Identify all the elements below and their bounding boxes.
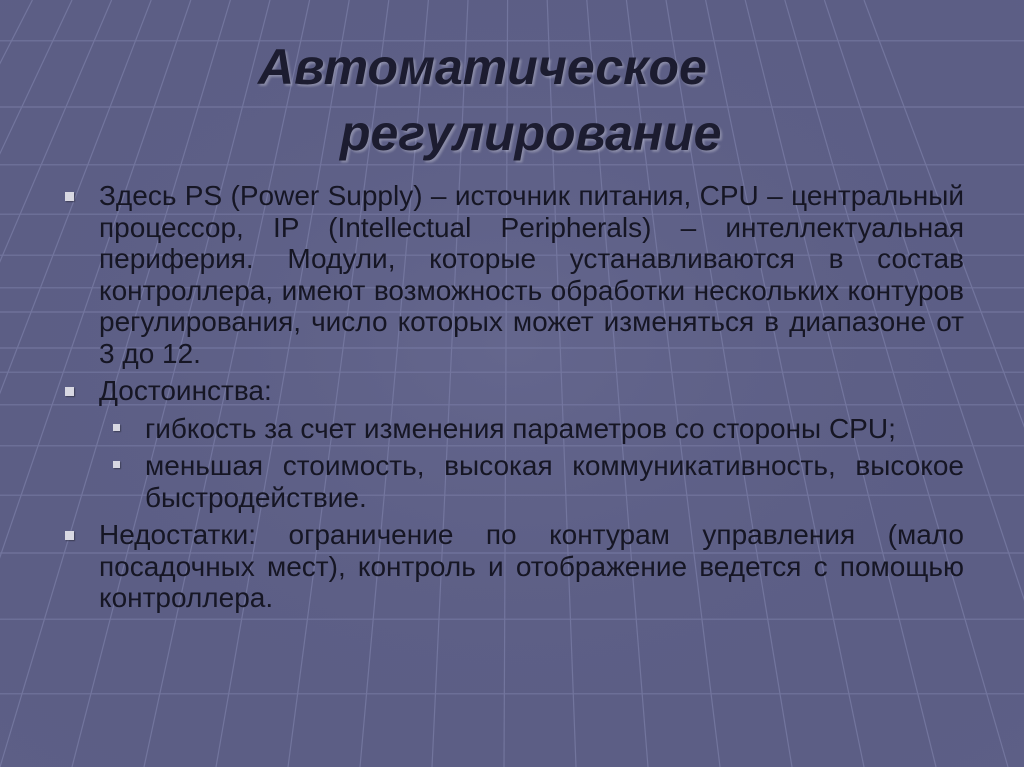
bullet-item-advantages bbox=[62, 375, 964, 407]
square-bullet-icon bbox=[65, 387, 74, 396]
bullet-text: Недостатки: ограничение по контурам управления (мало посадочных мест), контроль и отображение ведется с помощью контроллера. bbox=[99, 519, 964, 613]
square-bullet-icon bbox=[113, 424, 120, 431]
bullet-item-disadvantages bbox=[62, 519, 964, 614]
bullet-text: Достоинства: bbox=[99, 375, 272, 406]
bullet-text: гибкость за счет изменения параметров со стороны CPU; bbox=[145, 412, 896, 444]
title-line-2: регулирование bbox=[340, 105, 722, 161]
sub-bullet-item-flexibility bbox=[62, 413, 964, 445]
square-bullet-icon bbox=[65, 192, 74, 201]
bullet-text: меньшая стоимость, высокая коммуникативность, высокое быстродействие. bbox=[145, 450, 964, 513]
sub-bullet-item-cost bbox=[62, 450, 964, 513]
title-line-1: Автоматическое bbox=[258, 39, 707, 95]
square-bullet-icon bbox=[65, 531, 74, 540]
slide-body bbox=[62, 180, 964, 620]
slide-title bbox=[0, 34, 1024, 166]
square-bullet-icon bbox=[113, 461, 120, 468]
bullet-text: Здесь PS (Power Supply) – источник питания, CPU – центральный процессор, IP (Intellectual Peripherals) – интеллектуальная периферия. Модули, которые устанавливаются в состав контроллера, имеют возможность обработки нескольких контуров регулирования, число которых может изменяться в диапазоне от 3 до 12. bbox=[99, 180, 964, 369]
bullet-item-description bbox=[62, 180, 964, 369]
